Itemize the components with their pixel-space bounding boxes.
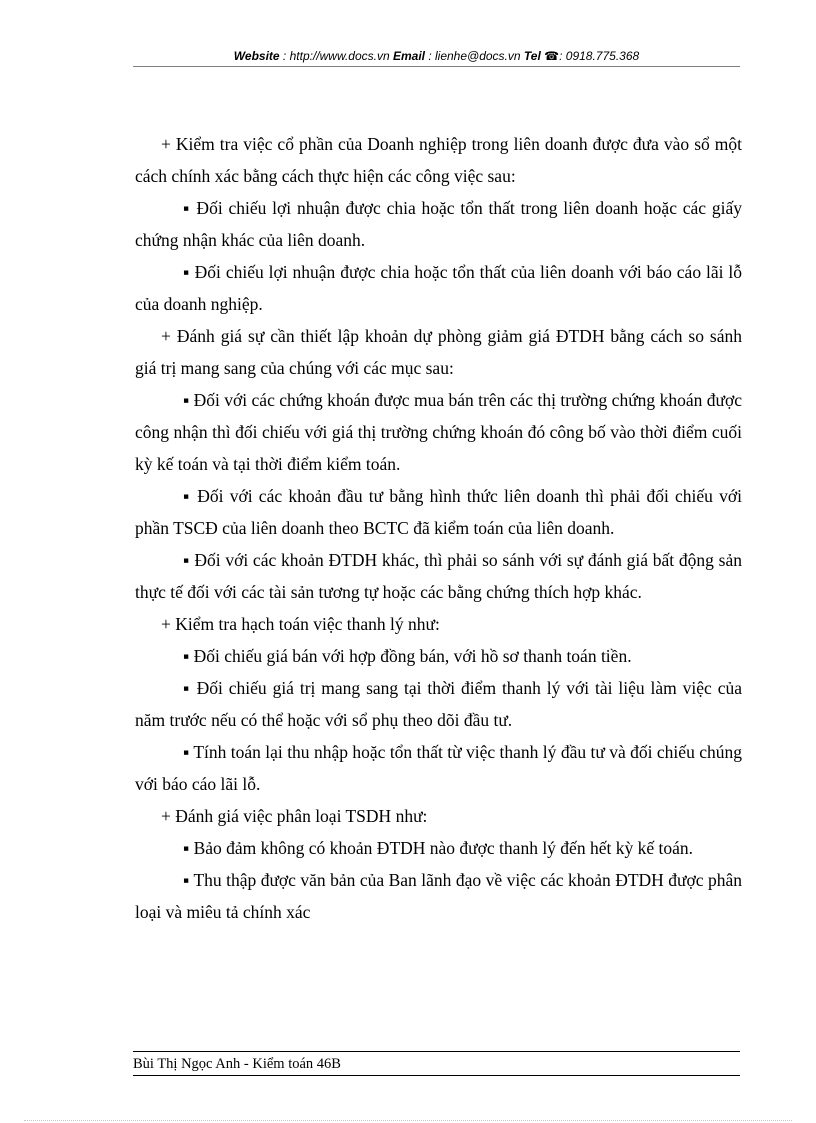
paragraph-11: ▪ Tính toán lại thu nhập hoặc tổn thất từ việc thanh lý đầu tư và đối chiếu chúng với báo cáo lãi lỗ. [135,742,742,794]
paragraph-4: + Đánh giá sự cần thiết lập khoản dự phòng giảm giá ĐTDH bằng cách so sánh giá trị mang sang của chúng với các mục sau: [135,326,742,378]
tel-label: Tel [523,49,541,63]
page-break-line [24,1120,792,1121]
phone-icon: ☎ [544,49,560,63]
footer-divider-bottom [133,1075,740,1076]
paragraph-9: ▪ Đối chiếu giá bán với hợp đồng bán, với hồ sơ thanh toán tiền. [183,646,632,666]
email-address[interactable]: : lienhe@docs.vn [425,49,524,63]
website-url[interactable]: : http://www.docs.vn [279,49,393,63]
email-label: Email [392,49,425,63]
paragraph-10: ▪ Đối chiếu giá trị mang sang tại thời điểm thanh lý với tài liệu làm việc của năm trước nếu có thể hoặc với sổ phụ theo dõi đầu tư. [135,678,742,730]
paragraph-5: ▪ Đối với các chứng khoán được mua bán trên các thị trường chứng khoán được công nhận thì đối chiếu với giá thị trường chứng khoán đó công bố vào thời điểm cuối kỳ kế toán và tại thời điểm kiểm toán. [135,390,742,474]
paragraph-1: + Kiểm tra việc cổ phần của Doanh nghiệp trong liên doanh được đưa vào sổ một cách chính xác bằng cách thực hiện các công việc sau: [135,134,742,186]
paragraph-3: ▪ Đối chiếu lợi nhuận được chia hoặc tổn thất của liên doanh với báo cáo lãi lỗ của doanh nghiệp. [135,262,742,314]
paragraph-8: + Kiểm tra hạch toán việc thanh lý như: [161,614,440,634]
website-label: Website [233,49,280,63]
page-footer: Bùi Thị Ngọc Anh - Kiểm toán 46B [133,1056,341,1072]
document-body [135,128,742,928]
paragraph-12: + Đánh giá việc phân loại TSDH như: [161,806,428,826]
paragraph-6: ▪ Đối với các khoản đầu tư bằng hình thức liên doanh thì phải đối chiếu với phần TSCĐ của liên doanh theo BCTC đã kiểm toán của liên doanh. [135,486,742,538]
paragraph-7: ▪ Đối với các khoản ĐTDH khác, thì phải so sánh với sự đánh giá bất động sản thực tế đối với các tài sản tương tự hoặc các bằng chứng thích hợp khác. [135,550,742,602]
page-header [133,47,740,65]
tel-number: : 0918.775.368 [559,49,640,63]
paragraph-14: ▪ Thu thập được văn bản của Ban lãnh đạo về việc các khoản ĐTDH được phân loại và miêu tả chính xác [135,870,742,922]
footer-divider-top [133,1051,740,1052]
paragraph-13: ▪ Bảo đảm không có khoản ĐTDH nào được thanh lý đến hết kỳ kế toán. [183,838,693,858]
header-divider [133,66,740,67]
paragraph-2: ▪ Đối chiếu lợi nhuận được chia hoặc tổn thất trong liên doanh hoặc các giấy chứng nhận khác của liên doanh. [135,198,742,250]
